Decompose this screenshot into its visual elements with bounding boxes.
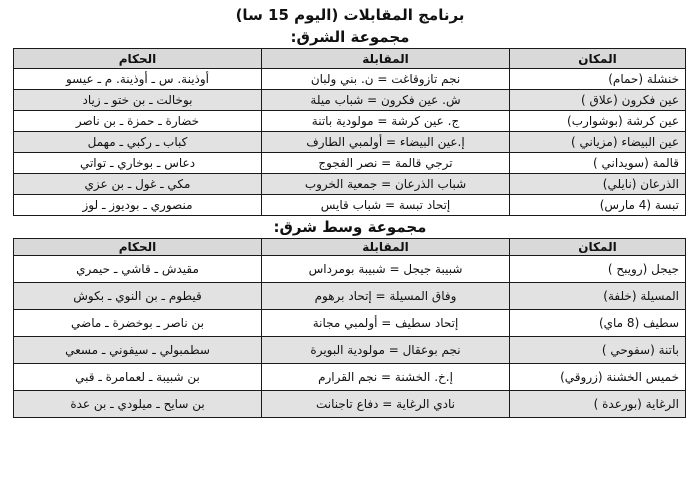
cell-referees: بوخالت ـ بن ختو ـ زياد <box>14 90 262 111</box>
cell-place: تبسة (4 مارس) <box>510 195 686 216</box>
table-row <box>14 174 686 195</box>
cell-place: خنشلة (حمام) <box>510 69 686 90</box>
header-match: المقابلة <box>262 49 510 69</box>
cell-referees: بن سايح ـ ميلودي ـ بن عدة <box>14 391 262 418</box>
cell-match: إ.خ. الخشنة = نجم القرارم <box>262 364 510 391</box>
cell-referees: مكي ـ غول ـ بن عزي <box>14 174 262 195</box>
page-title: برنامج المقابلات (اليوم 15 سا) <box>235 6 465 24</box>
header-referees: الحكام <box>14 49 262 69</box>
table-row <box>14 132 686 153</box>
cell-place: عين كرشة (بوشوارب) <box>510 111 686 132</box>
cell-place: خميس الخشنة (زروقي) <box>510 364 686 391</box>
cell-match: نجم تازوقاغت = ن. بني ولبان <box>262 69 510 90</box>
cell-place: الذرعان (نايلي) <box>510 174 686 195</box>
cell-match: ترجي قالمة = نصر الفجوج <box>262 153 510 174</box>
table-row <box>14 195 686 216</box>
table-row <box>14 69 686 90</box>
cell-referees: بن شبيبة ـ لعمامرة ـ قبي <box>14 364 262 391</box>
table-row <box>14 111 686 132</box>
cell-place: عين فكرون (علاق ) <box>510 90 686 111</box>
cell-place: عين البيضاء (مزياني ) <box>510 132 686 153</box>
cell-referees: خضارة ـ حمزة ـ بن ناصر <box>14 111 262 132</box>
table-row <box>14 337 686 364</box>
cell-referees: سطمبولي ـ سيفوني ـ مسعي <box>14 337 262 364</box>
table-row <box>14 391 686 418</box>
cell-place: قالمة (سويداني ) <box>510 153 686 174</box>
cell-match: شبيبة جيجل = شبيبة بومرداس <box>262 256 510 283</box>
table-row <box>14 90 686 111</box>
cell-match: إتحاد سطيف = أولمبي مجانة <box>262 310 510 337</box>
header-place: المكان <box>510 239 686 256</box>
cell-referees: كباب ـ ركبي ـ مهمل <box>14 132 262 153</box>
group-center-east-title: مجموعة وسط شرق: <box>273 218 427 236</box>
table-header-row <box>14 239 686 256</box>
header-place: المكان <box>510 49 686 69</box>
cell-place: المسيلة (خلفة) <box>510 283 686 310</box>
cell-match: وفاق المسيلة = إتحاد برهوم <box>262 283 510 310</box>
cell-place: باتنة (سفوحي ) <box>510 337 686 364</box>
group-east-title: مجموعة الشرق: <box>290 28 410 46</box>
table-row <box>14 153 686 174</box>
cell-place: سطيف (8 ماي) <box>510 310 686 337</box>
table-row <box>14 283 686 310</box>
cell-referees: منصوري ـ بوديوز ـ لوز <box>14 195 262 216</box>
cell-match: إ.عين البيضاء = أولمبي الطارف <box>262 132 510 153</box>
cell-place: جيجل (رويبح ) <box>510 256 686 283</box>
table-row <box>14 256 686 283</box>
cell-referees: أوذينة. س ـ أوذينة. م ـ عيسو <box>14 69 262 90</box>
cell-match: إتحاد تبسة = شباب قايس <box>262 195 510 216</box>
cell-referees: قيطوم ـ بن النوي ـ بكوش <box>14 283 262 310</box>
cell-referees: مقيدش ـ قاشي ـ حيمري <box>14 256 262 283</box>
header-match: المقابلة <box>262 239 510 256</box>
cell-referees: بن ناصر ـ بوخضرة ـ ماضي <box>14 310 262 337</box>
cell-match: نجم بوعقال = مولودية البويرة <box>262 337 510 364</box>
cell-match: ش. عين فكرون = شباب ميلة <box>262 90 510 111</box>
table-row <box>14 310 686 337</box>
header-referees: الحكام <box>14 239 262 256</box>
cell-match: ج. عين كرشة = مولودية باتنة <box>262 111 510 132</box>
group-east-table <box>13 48 686 216</box>
cell-match: شباب الذرعان = جمعية الخروب <box>262 174 510 195</box>
group-center-east-table <box>13 238 686 418</box>
cell-place: الرغاية (بورعدة ) <box>510 391 686 418</box>
cell-referees: دعاس ـ بوخاري ـ تواتي <box>14 153 262 174</box>
table-row <box>14 364 686 391</box>
cell-match: نادي الرغاية = دفاع تاجنانت <box>262 391 510 418</box>
table-header-row <box>14 49 686 69</box>
